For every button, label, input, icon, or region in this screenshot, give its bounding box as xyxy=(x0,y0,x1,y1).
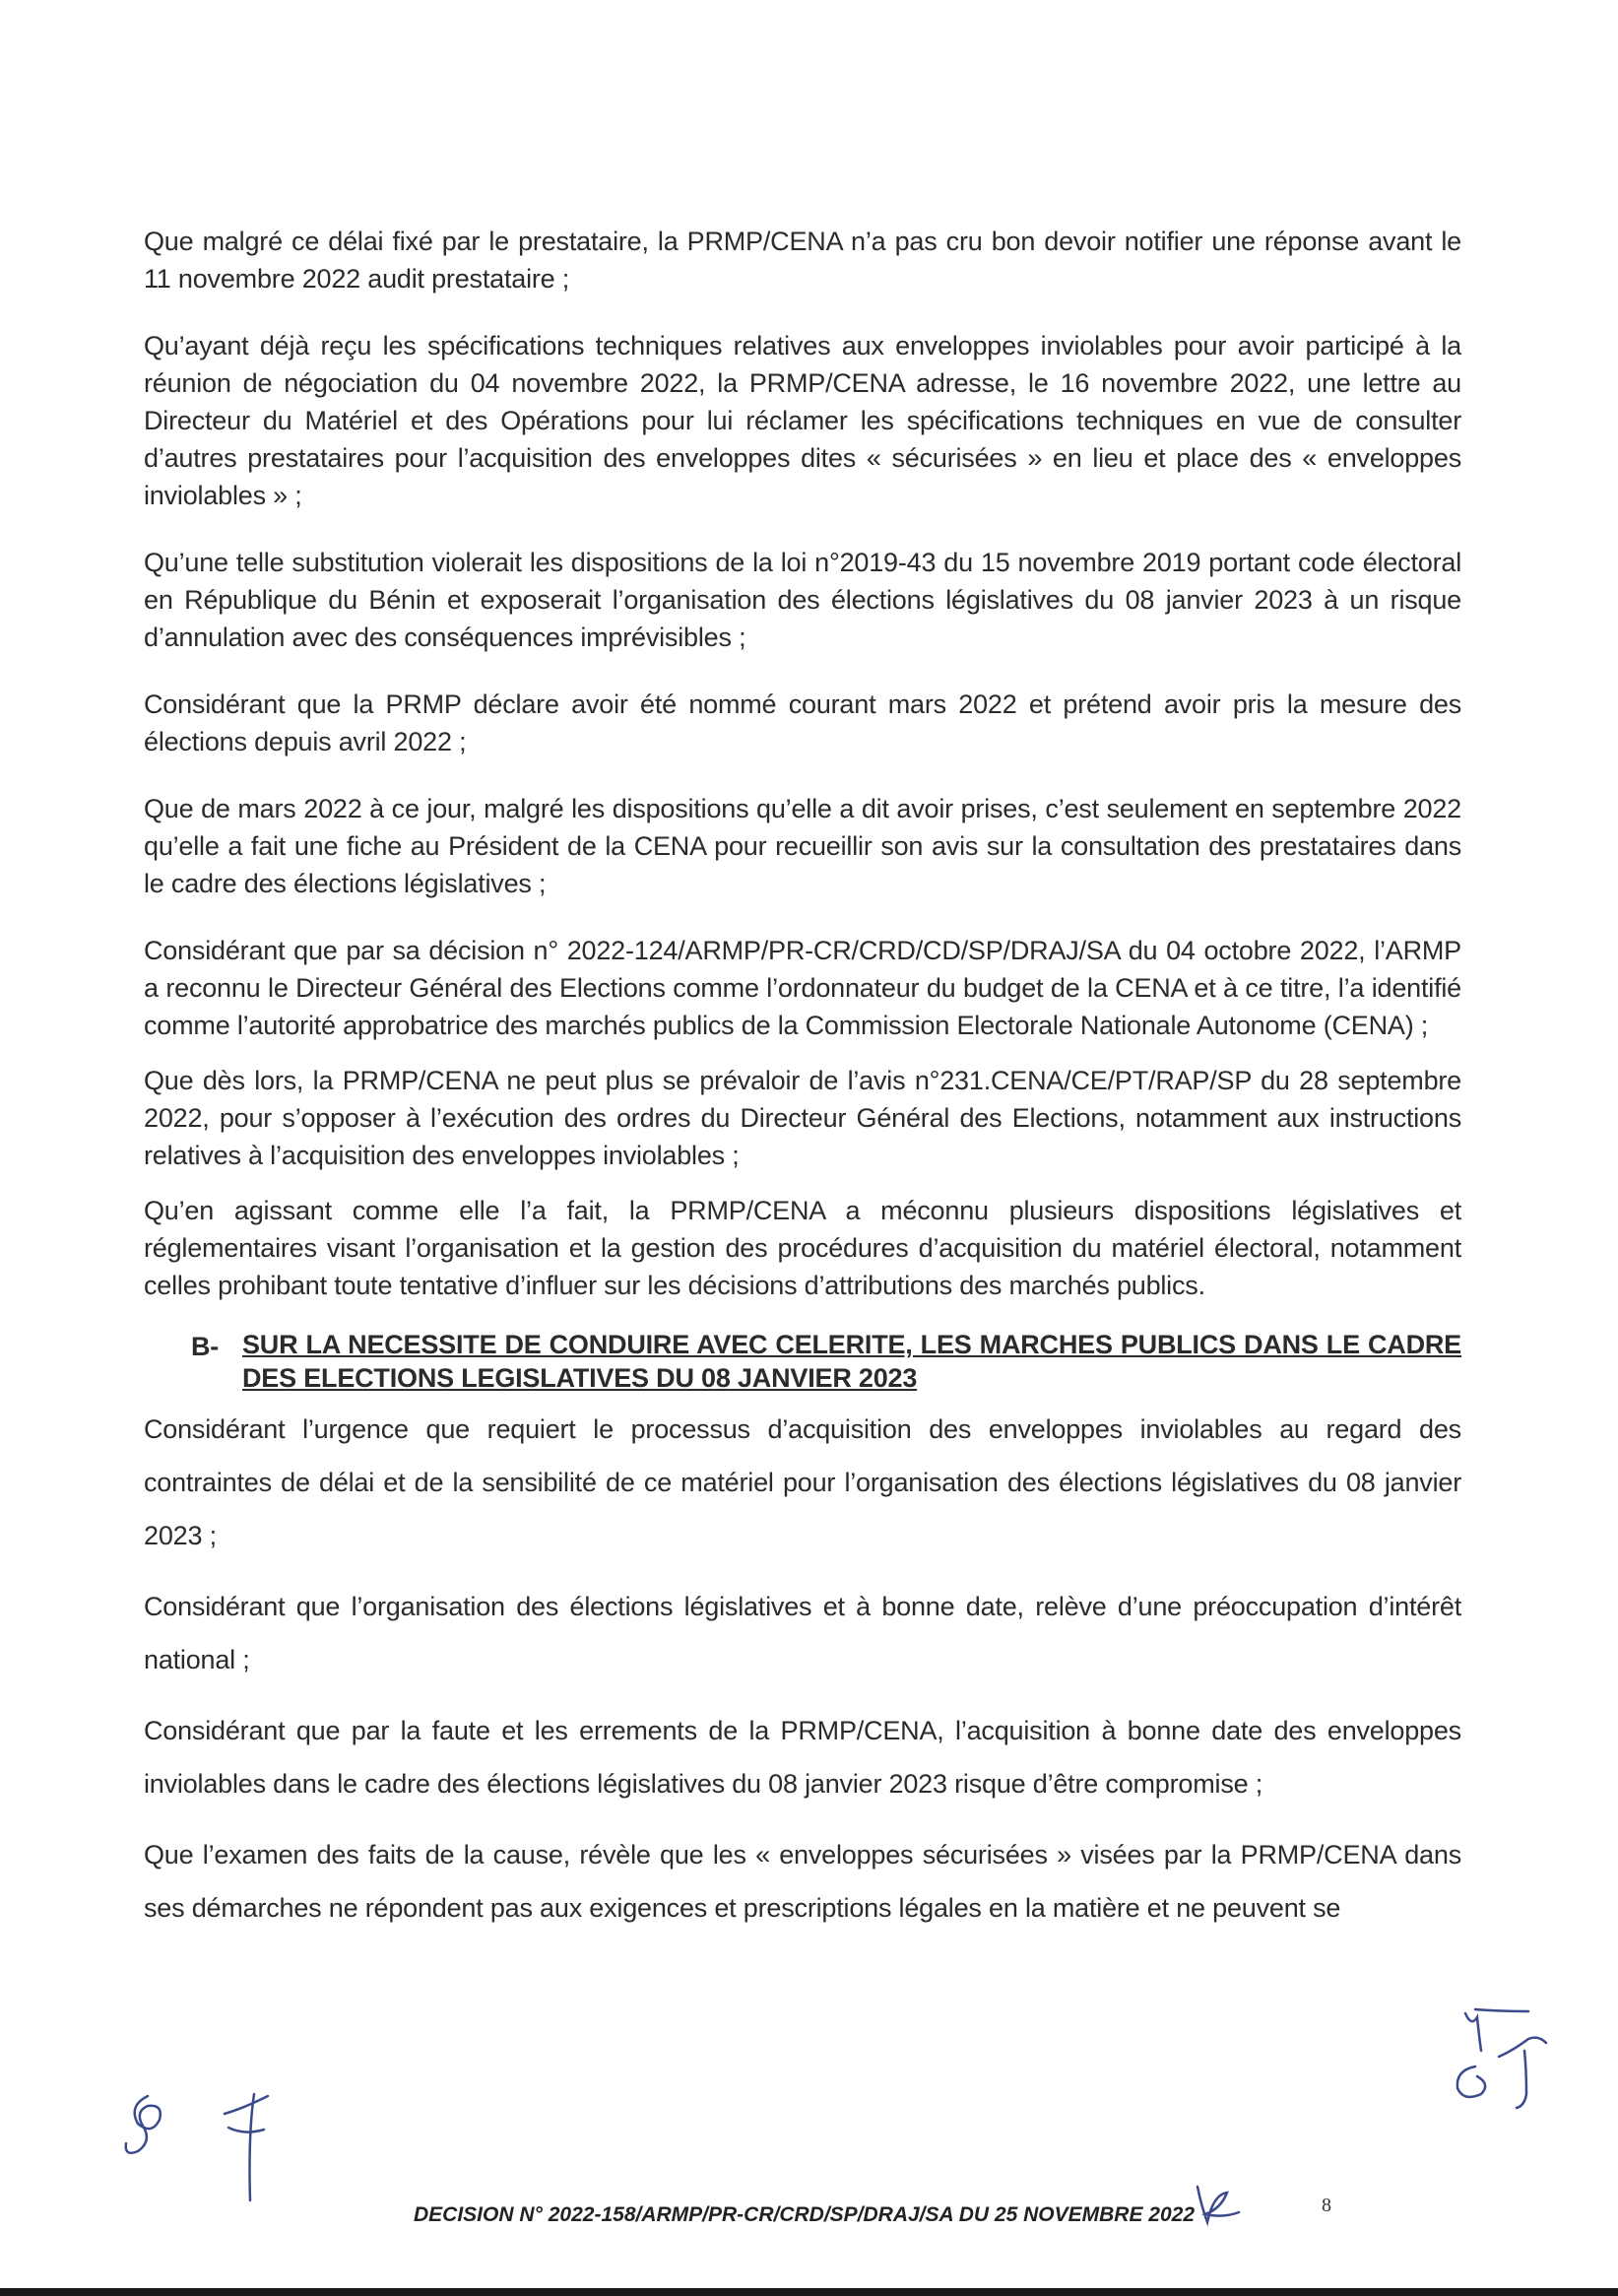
paragraph: Qu’une telle substitution violerait les dispositions de la loi n°2019-43 du 15 novembre 2019 portant code électoral en République du Bénin et exposerait l’organisation des élections législatives du 08 janvier 2023 à un risque d’annulation avec des conséquences imprévisibles ; xyxy=(144,548,1461,652)
paragraph: Considérant que par la faute et les errements de la PRMP/CENA, l’acquisition à bonne date des enveloppes inviolables dans le cadre des élections législatives du 08 janvier 2023 risque d’être compromise ; xyxy=(144,1716,1461,1799)
paragraph: Considérant que la PRMP déclare avoir été nommé courant mars 2022 et prétend avoir pris la mesure des élections depuis avril 2022 ; xyxy=(144,689,1461,756)
paragraph: Qu’ayant déjà reçu les spécifications techniques relatives aux enveloppes inviolables pour avoir participé à la réunion de négociation du 04 novembre 2022, la PRMP/CENA adresse, le 16 novembre 2022, une lettre au Directeur du Matériel et des Opérations pour lui réclamer les spécifications techniques en vue de consulter d’autres prestataires pour l’acquisition des enveloppes dites « sécurisées » en lieu et place des « enveloppes inviolables » ; xyxy=(144,331,1461,510)
page-number: 8 xyxy=(1322,2195,1331,2216)
paragraph: Que l’examen des faits de la cause, révèle que les « enveloppes sécurisées » visées par la PRMP/CENA dans ses démarches ne répondent pas aux exigences et prescriptions légales en la matière et ne peuvent se xyxy=(144,1840,1461,1923)
paragraph: Considérant que l’organisation des élections législatives et à bonne date, relève d’une préoccupation d’intérêt national ; xyxy=(144,1592,1461,1674)
paragraph: Considérant que par sa décision n° 2022-124/ARMP/PR-CR/CRD/CD/SP/DRAJ/SA du 04 octobre 2022, l’ARMP a reconnu le Directeur Général des Elections comme l’ordonnateur du budget de la CENA et à ce titre, l’a identifié comme l’autorité approbatrice des marchés publics de la Commission Electorale Nationale Autonome (CENA) ; xyxy=(144,936,1461,1040)
paragraph: Considérant l’urgence que requiert le processus d’acquisition des enveloppes inviolables au regard des contraintes de délai et de la sensibilité de ce matériel pour l’organisation des élections législatives du 08 janvier 2023 ; xyxy=(144,1414,1461,1550)
section-title: SUR LA NECESSITE DE CONDUIRE AVEC CELERITE, LES MARCHES PUBLICS DANS LE CADRE DES ELECTIONS LEGISLATIVES DU 08 JANVIER 2023 xyxy=(242,1330,1461,1393)
section-letter: B- xyxy=(191,1332,220,1361)
footer-reference: DECISION N° 2022-158/ARMP/PR-CR/CRD/SP/DRAJ/SA DU 25 NOVEMBRE 2022 xyxy=(414,2203,1195,2226)
paragraph: Que de mars 2022 à ce jour, malgré les dispositions qu’elle a dit avoir prises, c’est seulement en septembre 2022 qu’elle a fait une fiche au Président de la CENA pour recueillir son avis sur la consultation des prestataires dans le cadre des élections législatives ; xyxy=(144,794,1461,898)
paragraph: Qu’en agissant comme elle l’a fait, la PRMP/CENA a méconnu plusieurs dispositions législatives et réglementaires visant l’organisation et la gestion des procédures d’acquisition du matériel électoral, notamment celles prohibant toute tentative d’influer sur les décisions d’attributions des marchés publics. xyxy=(144,1196,1461,1300)
paragraph: Que dès lors, la PRMP/CENA ne peut plus se prévaloir de l’avis n°231.CENA/CE/PT/RAP/SP du 28 septembre 2022, pour s’opposer à l’exécution des ordres du Directeur Général des Elections, notamment aux instructions relatives à l’acquisition des enveloppes inviolables ; xyxy=(144,1066,1461,1170)
scan-edge-border xyxy=(0,2288,1618,2296)
paragraph: Que malgré ce délai fixé par le prestataire, la PRMP/CENA n’a pas cru bon devoir notifier une réponse avant le 11 novembre 2022 audit prestataire ; xyxy=(144,227,1461,294)
